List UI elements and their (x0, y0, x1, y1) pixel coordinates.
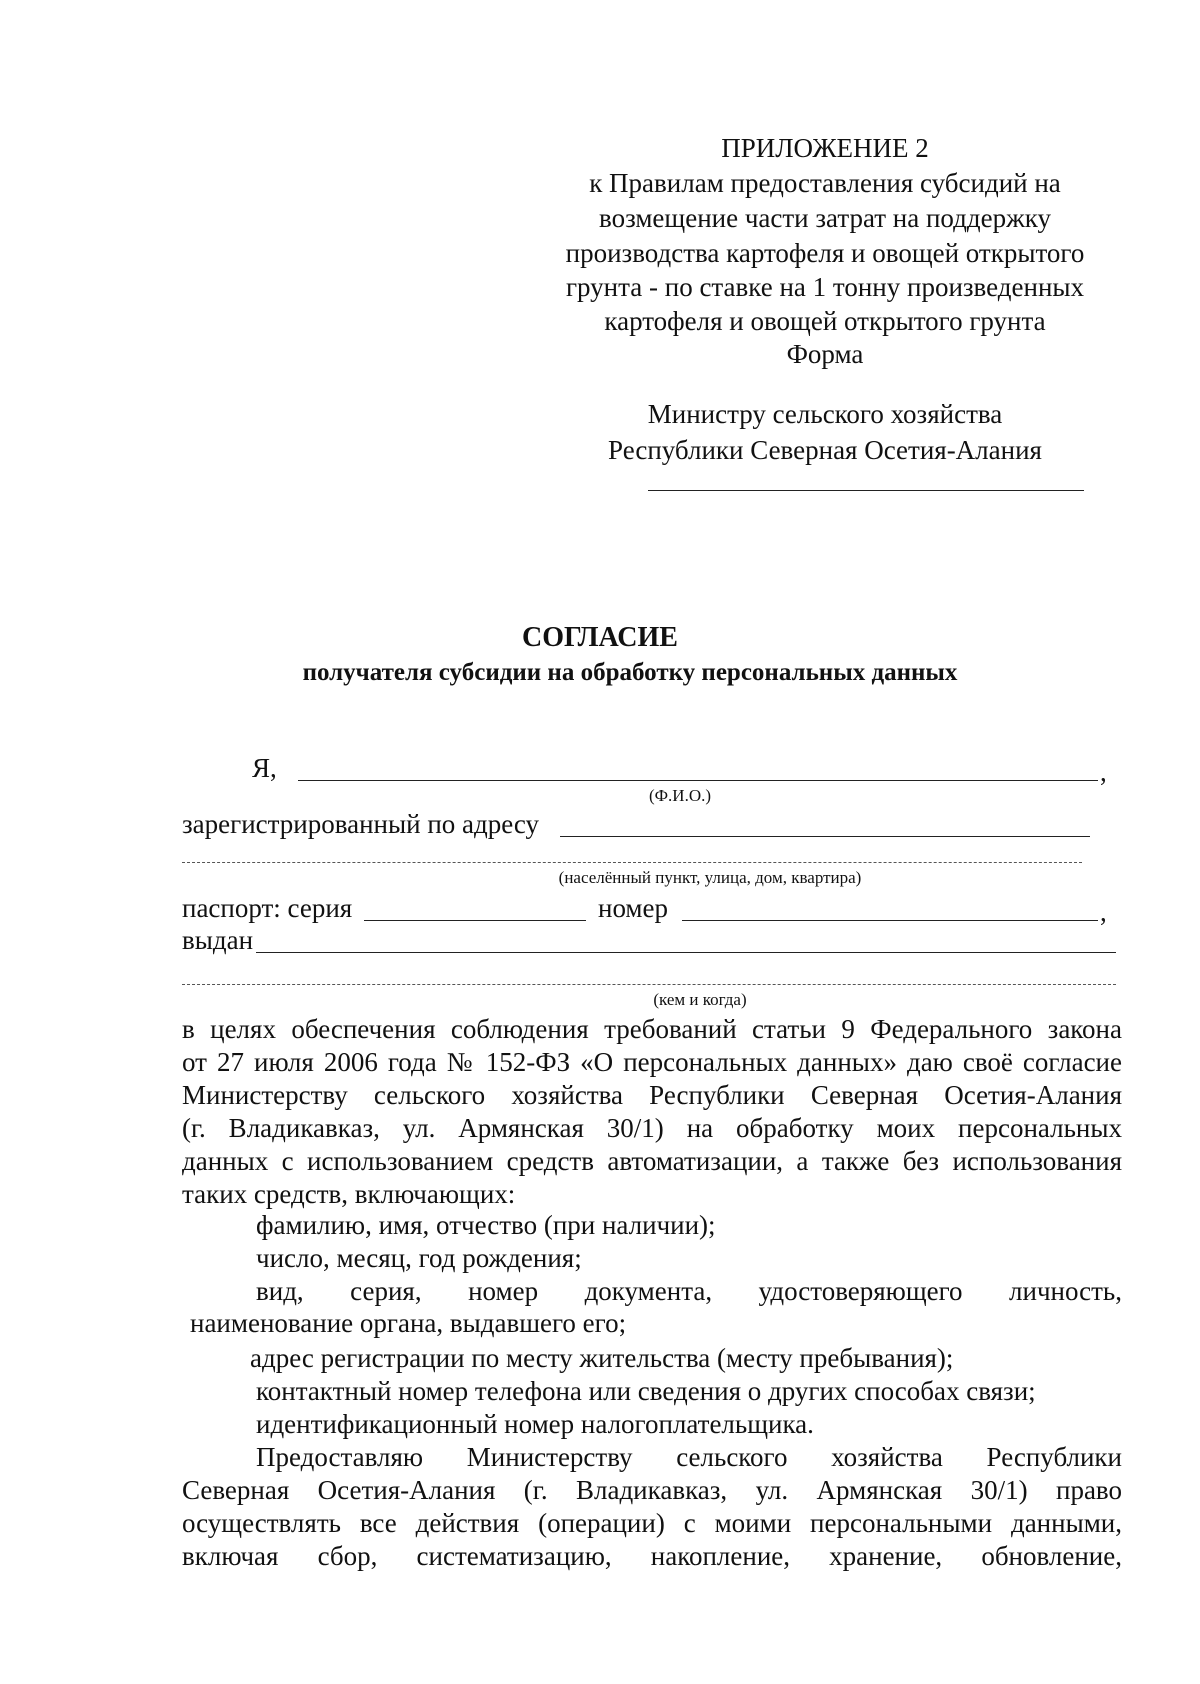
list-item: контактный номер телефона или сведения о других способах связи; (256, 1376, 1036, 1406)
issued-caption: (кем и когда) (653, 990, 747, 1009)
body-line: (г. Владикавказ, ул. Армянская 30/1) на обработку моих персональных (182, 1113, 1122, 1143)
passport-series-line[interactable] (364, 920, 586, 921)
issued-label: выдан (182, 925, 254, 955)
body-line: в целях обеспечения соблюдения требований статьи 9 Федерального закона (182, 1014, 1122, 1044)
ya-label: Я, (252, 753, 277, 783)
document-title: СОГЛАСИЕ (522, 622, 678, 653)
list-item-continuation: наименование органа, выдавшего его; (190, 1308, 627, 1338)
address-line-2[interactable] (182, 862, 1082, 863)
appendix-line: картофеля и овощей открытого грунта (604, 306, 1046, 336)
address-label: зарегистрированный по адресу (182, 809, 540, 839)
body-line: Предоставляю Министерству сельского хозяйства Республики (256, 1442, 1122, 1472)
fio-comma: , (1100, 757, 1107, 787)
list-item: адрес регистрации по месту жительства (месту пребывания); (250, 1343, 954, 1373)
addressee-line: Республики Северная Осетия-Алания (608, 435, 1042, 465)
appendix-line: грунта - по ставке на 1 тонну произведенных (565, 272, 1085, 302)
appendix-line: к Правилам предоставления субсидий на (589, 168, 1061, 198)
passport-comma: , (1100, 897, 1107, 927)
form-label: Форма (786, 339, 864, 369)
issued-line-2[interactable] (182, 984, 1116, 985)
list-item: идентификационный номер налогоплательщика. (256, 1409, 814, 1439)
body-line: Северная Осетия-Алания (г. Владикавказ, ул. Армянская 30/1) право (182, 1475, 1122, 1505)
passport-number-label: номер (598, 893, 669, 923)
list-item: вид, серия, номер документа, удостоверяющего личность, (256, 1276, 1122, 1306)
appendix-line: производства картофеля и овощей открытого (565, 238, 1085, 268)
body-line: таких средств, включающих: (182, 1179, 516, 1209)
passport-series-label: паспорт: серия (182, 893, 353, 923)
fio-line[interactable] (298, 780, 1098, 781)
body-line: Министерству сельского хозяйства Республики Северная Осетия-Алания (182, 1080, 1122, 1110)
body-line: включая сбор, систематизацию, накопление, хранение, обновление, (182, 1541, 1122, 1571)
address-caption: (населённый пункт, улица, дом, квартира) (558, 868, 862, 887)
address-line-1[interactable] (560, 836, 1090, 837)
list-item: число, месяц, год рождения; (256, 1243, 582, 1273)
appendix-line: возмещение части затрат на поддержку (599, 203, 1051, 233)
issued-line-1[interactable] (256, 952, 1116, 953)
document-subtitle: получателя субсидии на обработку персональных данных (302, 659, 958, 686)
fio-caption: (Ф.И.О.) (648, 786, 712, 805)
addressee-name-line[interactable] (648, 490, 1084, 491)
list-item: фамилию, имя, отчество (при наличии); (256, 1210, 716, 1240)
appendix-title: ПРИЛОЖЕНИЕ 2 (721, 133, 929, 163)
addressee-line: Министру сельского хозяйства (647, 399, 1003, 429)
passport-number-line[interactable] (682, 920, 1098, 921)
body-line: от 27 июля 2006 года № 152-ФЗ «О персональных данных» даю своё согласие (182, 1047, 1122, 1077)
body-line: осуществлять все действия (операции) с моими персональными данными, (182, 1508, 1122, 1538)
body-line: данных с использованием средств автоматизации, а также без использования (182, 1146, 1122, 1176)
